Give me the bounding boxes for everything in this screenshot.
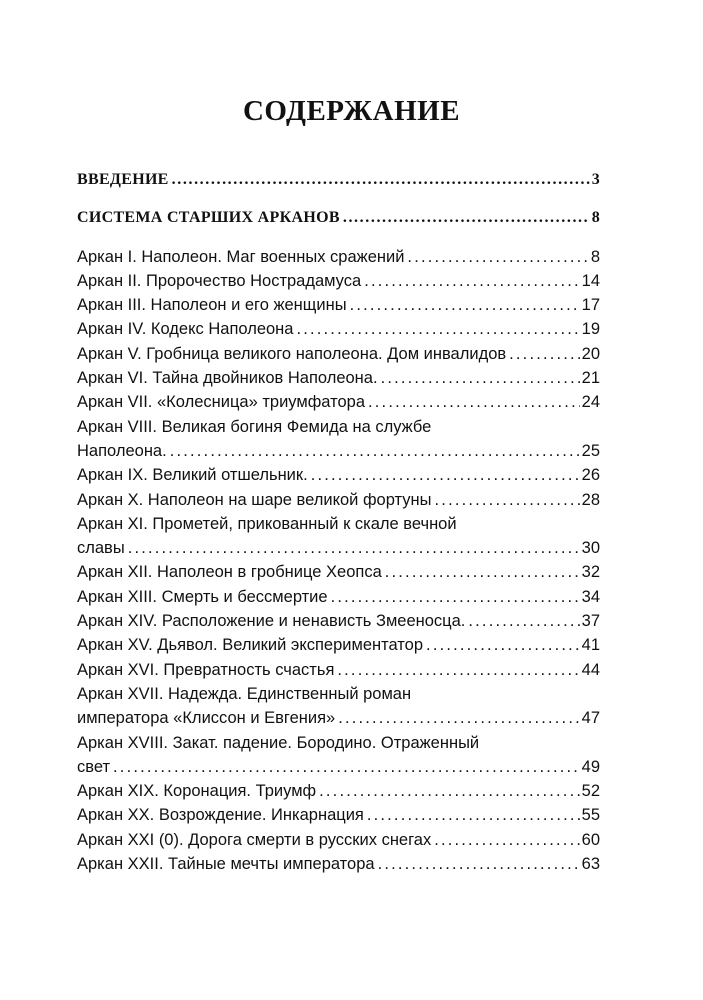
toc-entry-line (77, 658, 600, 682)
toc-entry-line (77, 755, 600, 779)
dot-leader (426, 633, 580, 657)
entry-text: свет (77, 757, 111, 776)
page-number: 26 (581, 466, 600, 485)
dot-leader (381, 366, 580, 390)
dot-leader (343, 206, 590, 230)
section-entry (77, 168, 600, 192)
dot-leader (364, 269, 579, 293)
page-number: 28 (581, 490, 600, 509)
toc-entry-line (77, 366, 600, 390)
dot-leader (434, 828, 579, 852)
page-number: 25 (581, 441, 600, 460)
dot-leader (311, 463, 580, 487)
entry-text: Аркан XIII. Смерть и бессмертие (77, 587, 328, 606)
page-number: 30 (581, 539, 600, 558)
entry-text: Аркан VII. «Колесница» триумфатора (77, 393, 366, 412)
page-number: 20 (581, 344, 600, 363)
toc-entry-line (77, 390, 600, 414)
page-number: 19 (581, 320, 600, 339)
entry-text: Аркан IV. Кодекс Наполеона (77, 320, 294, 339)
entry-text: Аркан XVI. Превратность счастья (77, 660, 335, 679)
entry-text: императора «Клиссон и Евгения» (77, 709, 336, 728)
page-number: 55 (581, 806, 600, 825)
toc-entry-line (77, 828, 600, 852)
toc-entry-line (77, 415, 600, 439)
toc-entry-line (77, 706, 600, 730)
toc-entry-line (77, 731, 600, 755)
section-entry (77, 206, 600, 230)
toc-entry-line (77, 852, 600, 876)
entry-text: Аркан XV. Дьявол. Великий экспериментатор (77, 636, 424, 655)
toc-entry-line (77, 682, 600, 706)
page-number: 34 (581, 587, 600, 606)
dot-leader (367, 803, 580, 827)
page-number: 3 (591, 171, 600, 188)
toc-entry-line (77, 536, 600, 560)
toc-entry-line (77, 245, 600, 269)
toc-entry-line (77, 269, 600, 293)
entry-text: Аркан XII. Наполеон в гробнице Хеопса (77, 563, 382, 582)
dot-leader (468, 609, 579, 633)
toc-entry-line (77, 488, 600, 512)
page-title: СОДЕРЖАНИЕ (242, 95, 461, 127)
toc-entry-line (77, 803, 600, 827)
entry-text: Аркан V. Гробница великого наполеона. Дом инвалидов (77, 344, 507, 363)
page-number: 24 (581, 393, 600, 412)
dot-leader (113, 755, 580, 779)
dot-leader (331, 585, 580, 609)
page-number: 47 (581, 709, 600, 728)
section-spacer (77, 231, 600, 245)
section-spacer (77, 192, 600, 206)
toc-entry-line (77, 293, 600, 317)
dot-leader (407, 245, 588, 269)
page-number: 52 (581, 782, 600, 801)
entry-text: Аркан VI. Тайна двойников Наполеона. (77, 369, 378, 388)
entry-text: Аркан IX. Великий отшельник. (77, 466, 308, 485)
entry-text: Аркан I. Наполеон. Маг военных сражений (77, 247, 405, 266)
page-number: 8 (590, 247, 600, 266)
toc-entry-line (77, 609, 600, 633)
page-number: 63 (581, 855, 600, 874)
dot-leader (385, 560, 580, 584)
toc-entry-line (77, 512, 600, 536)
entry-text: Аркан XXI (0). Дорога смерти в русских снегах (77, 830, 432, 849)
dot-leader (319, 779, 580, 803)
entry-text: славы (77, 539, 125, 558)
toc-entry-line (77, 585, 600, 609)
page-number: 49 (581, 757, 600, 776)
dot-leader (296, 317, 579, 341)
page-number: 60 (581, 830, 600, 849)
dot-leader (368, 390, 580, 414)
dot-leader (509, 342, 580, 366)
page-number: 21 (581, 369, 600, 388)
dot-leader (350, 293, 580, 317)
dot-leader (338, 706, 579, 730)
entry-text: Аркан XVII. Надежда. Единственный роман (77, 684, 412, 703)
entry-text: Аркан VIII. Великая богиня Фемида на службе (77, 417, 432, 436)
page-number: 17 (581, 296, 600, 315)
entry-text: Аркан XVIII. Закат. падение. Бородино. Отраженный (77, 733, 480, 752)
toc-entry-line (77, 342, 600, 366)
toc-entry-line (77, 463, 600, 487)
entry-text: Аркан III. Наполеон и его женщины (77, 296, 347, 315)
dot-leader (378, 852, 580, 876)
entry-text: Аркан II. Пророчество Нострадамуса (77, 271, 362, 290)
entry-text: Аркан XI. Прометей, прикованный к скале вечной (77, 514, 457, 533)
toc-entry-line (77, 560, 600, 584)
dot-leader (337, 658, 579, 682)
table-of-contents (77, 168, 600, 876)
toc-entry-line (77, 439, 600, 463)
dot-leader (435, 488, 580, 512)
toc-entry-line (77, 633, 600, 657)
entry-text: Аркан XX. Возрождение. Инкарнация (77, 806, 364, 825)
page-number: 37 (581, 612, 600, 631)
section-label: ВВЕДЕНИЕ (77, 171, 169, 188)
entry-text: Аркан XIV. Расположение и ненависть Змееносца. (77, 612, 466, 631)
page-number: 32 (581, 563, 600, 582)
section-label: СИСТЕМА СТАРШИХ АРКАНОВ (77, 209, 340, 227)
dot-leader (170, 439, 580, 463)
entry-text: Аркан X. Наполеон на шаре великой фортуны (77, 490, 432, 509)
entry-text: Наполеона. (77, 441, 167, 460)
dot-leader (172, 168, 590, 192)
toc-entry-line (77, 779, 600, 803)
page-number: 41 (581, 636, 600, 655)
entry-text: Аркан XIX. Коронация. Триумф (77, 782, 317, 801)
page-number: 8 (591, 209, 600, 227)
page-number: 14 (581, 271, 600, 290)
toc-entry-line (77, 317, 600, 341)
entry-text: Аркан XXII. Тайные мечты императора (77, 855, 375, 874)
page-number: 44 (581, 660, 600, 679)
dot-leader (128, 536, 580, 560)
